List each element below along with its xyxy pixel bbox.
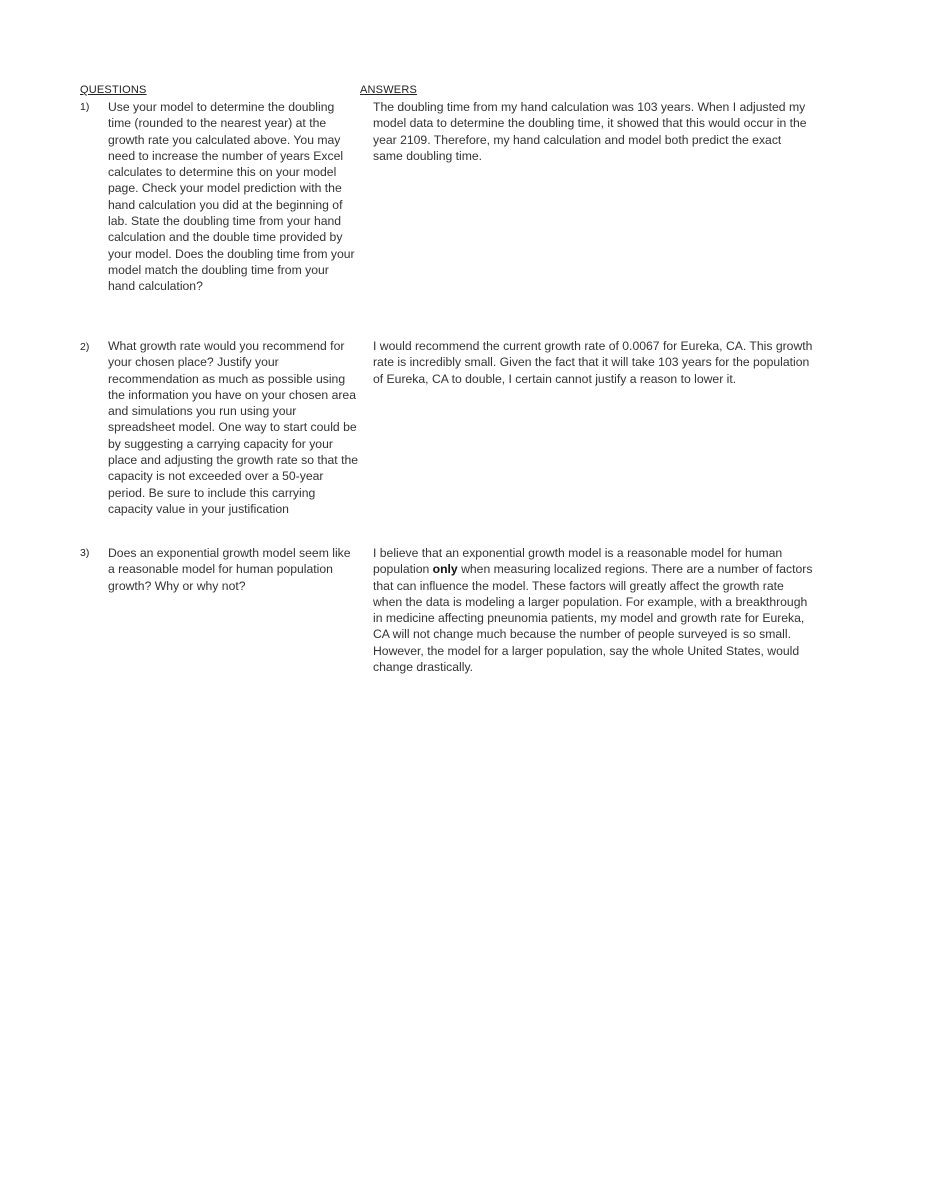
- questions-header: QUESTIONS: [80, 84, 147, 96]
- answer-text: The doubling time from my hand calculation was 103 years. When I adjusted my model data to determine the doubling time, it showed that this would occur in the year 2109. Therefore, my hand calculation and model both predict the exact same doubling time.: [373, 100, 807, 163]
- question-text: Use your model to determine the doubling time (rounded to the nearest year) at the growth rate you calculated above. You may need to increase the number of years Excel calculates to determine this on your model page. Check your model prediction with the hand calculation you did at the beginning of lab. State the doubling time from your hand calculation and the double time provided by your model. Does the doubling time from your model match the doubling time from your hand calculation?: [108, 100, 355, 294]
- answers-header: ANSWERS: [360, 84, 418, 96]
- question-number: 2): [80, 341, 90, 353]
- answer-emphasis: only: [432, 562, 458, 577]
- question-text: Does an exponential growth model seem like a reasonable model for human population growth? Why or why not?: [108, 546, 351, 593]
- question-number: 3): [80, 547, 90, 559]
- question-number: 1): [80, 101, 90, 113]
- answer-text: [373, 545, 813, 675]
- answer-text: I would recommend the current growth rate of 0.0067 for Eureka, CA. This growth rate is incredibly small. Given the fact that it will take 103 years for the population of Eureka, CA to double, I certain cannot justify a reason to lower it.: [373, 339, 813, 386]
- question-text: What growth rate would you recommend for your chosen place? Justify your recommendation as much as possible using the information you have on your chosen area and simulations you run using your spreadsheet model. One way to start could be by suggesting a carrying capacity for your place and adjusting the growth rate so that the capacity is not exceeded over a 50-year period. Be sure to include this carrying capacity value in your justification: [108, 339, 358, 516]
- answer-text-part: when measuring localized regions. There are a number of factors that can influence the model. These factors will greatly affect the growth rate when the data is modeling a larger population. For example, with a breakthrough in medicine affecting pneunomia patients, my model and growth rate for Eureka, CA will not change much because the number of people surveyed is so small. However, the model for a larger population, say the whole United States, would change drastically.: [373, 562, 813, 675]
- answer-text-part: I believe that an exponential growth model is a reasonable model for human population: [373, 546, 783, 577]
